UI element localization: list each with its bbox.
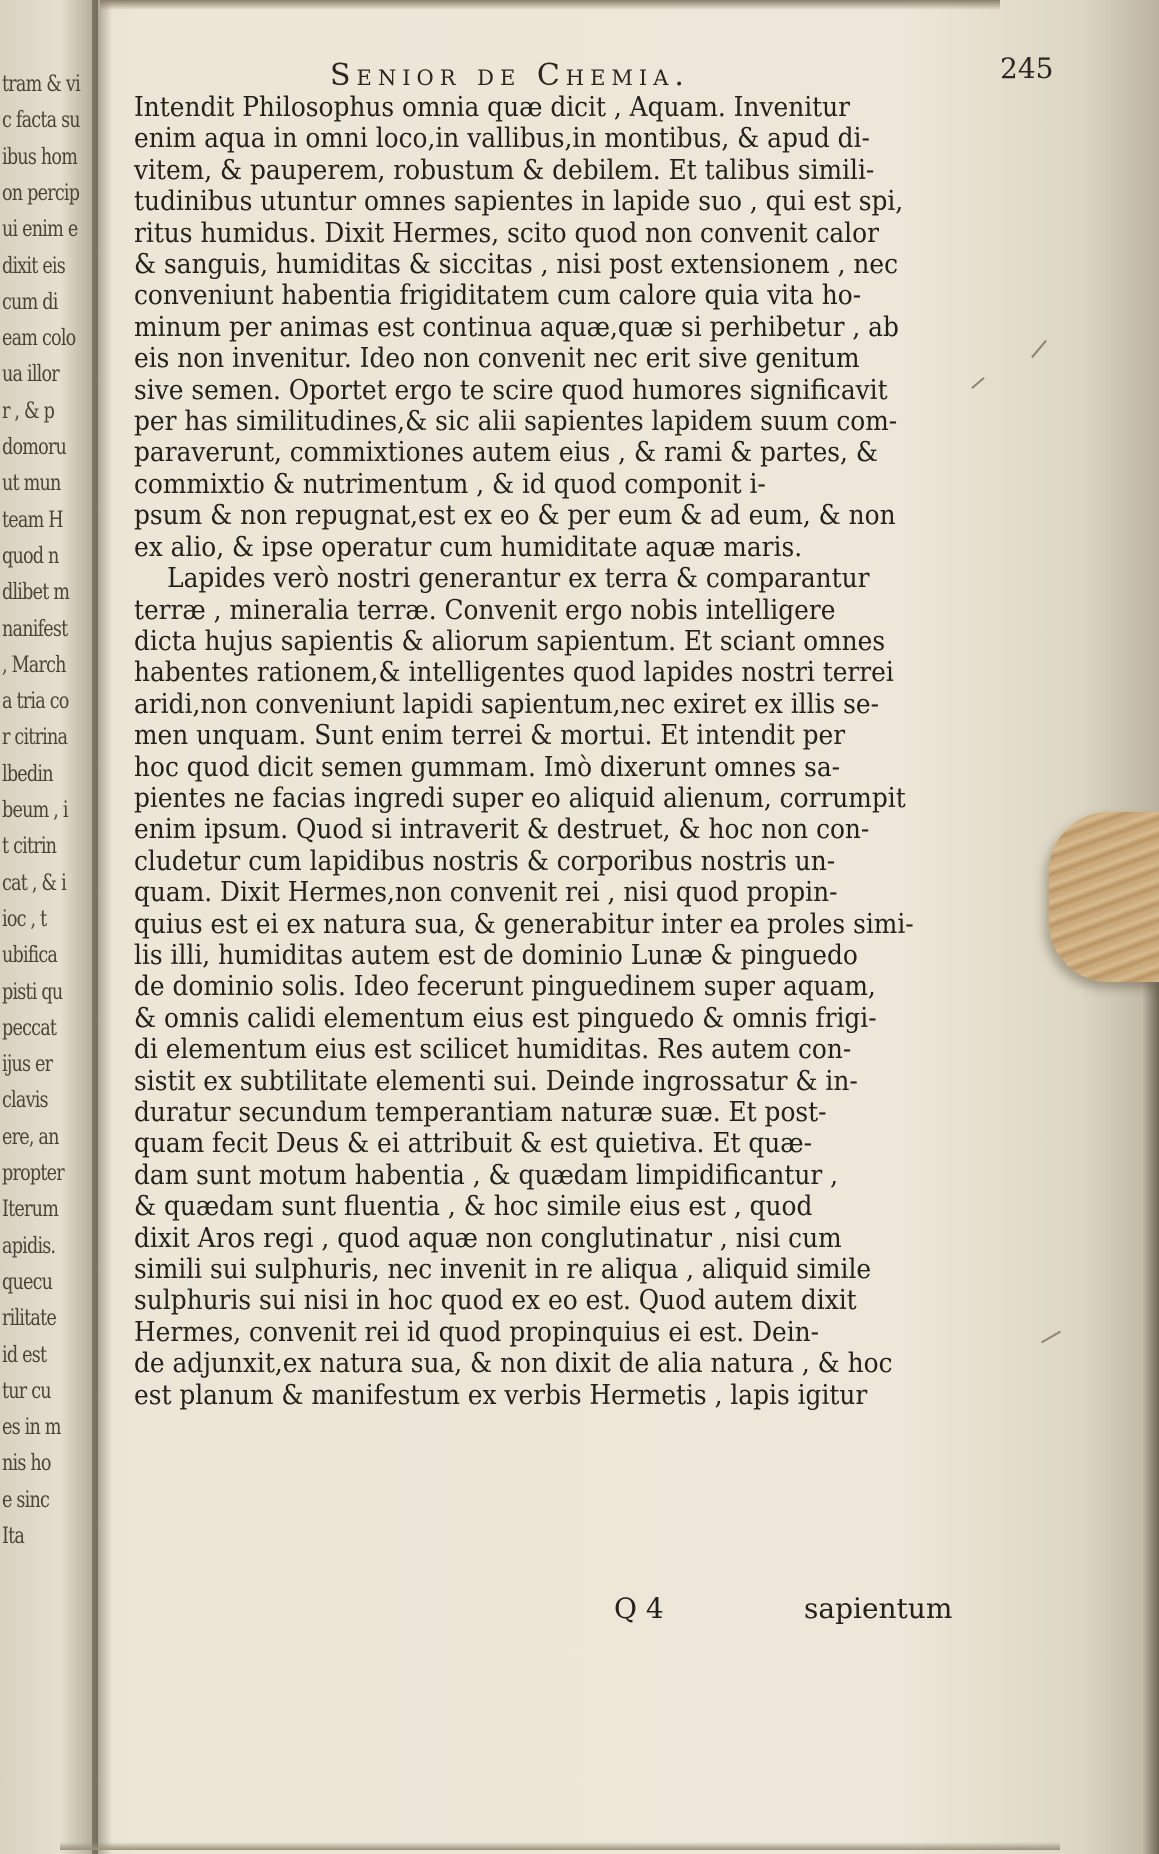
left-page-fragment: rilitate	[2, 1306, 56, 1332]
left-page-fragment: on percip	[2, 180, 80, 206]
text-line: hoc quod dicit semen gummam. Imò dixerunt omnes sa-	[134, 751, 841, 783]
left-page-fragment: dixit eis	[2, 253, 65, 279]
left-page-fragment: r , & p	[2, 398, 55, 424]
text-line: aridi,non conveniunt lapidi sapientum,nec exiret ex illis se-	[134, 688, 879, 720]
left-page-fragment: cat , & i	[2, 870, 66, 896]
left-page-fragment: es in m	[2, 1415, 61, 1441]
adjacent-left-page-fragments	[0, 0, 98, 1854]
text-line: Intendit Philosophus omnia quæ dicit , Aquam. Invenitur	[134, 92, 851, 123]
text-line: est planum & manifestum ex verbis Hermetis , lapis igitur	[134, 1379, 868, 1411]
left-page-fragment: quod n	[2, 543, 59, 569]
left-page-fragment: c facta su	[2, 108, 80, 134]
text-line: per has similitudines,& sic alii sapientes lapidem suum com-	[134, 406, 898, 438]
left-page-fragment: ijus er	[2, 1052, 53, 1078]
text-line: paraverunt, commixtiones autem eius , & rami & partes, &	[134, 437, 878, 469]
text-line: quam fecit Deus & ei attribuit & est quietiva. Et quæ-	[134, 1128, 812, 1160]
text-line: de adjunxit,ex natura sua, & non dixit de alia natura , & hoc	[134, 1348, 893, 1380]
left-page-fragment: apidis.	[2, 1233, 56, 1259]
text-line: cludetur cum lapidibus nostris & corporibus nostris un-	[134, 845, 836, 877]
left-page-fragment: cum di	[2, 289, 58, 315]
left-page-fragment: peccat	[2, 1015, 57, 1041]
left-page-fragment: pisti qu	[2, 979, 63, 1005]
text-line: dixit Aros regi , quod aquæ non conglutinatur , nisi cum	[134, 1222, 842, 1254]
text-line: pientes ne facias ingredi super eo aliquid alienum, corrumpit	[134, 782, 906, 814]
signature-mark: Q 4	[614, 1592, 664, 1625]
running-head: Senior de Chemia.	[330, 58, 690, 93]
left-page-fragment: ere, an	[2, 1124, 59, 1150]
text-line: terræ , mineralia terræ. Convenit ergo nobis intelligere	[134, 594, 836, 626]
left-page-fragment: tram & vi	[2, 72, 80, 97]
left-page-fragment: ua illor	[2, 362, 59, 388]
text-line: vitem, & pauperem, robustum & debilem. Et talibus simili-	[134, 154, 875, 186]
text-line: Hermes, convenit rei id quod propinquius ei est. Dein-	[134, 1316, 820, 1348]
text-line: men unquam. Sunt enim terrei & mortui. Et intendit per	[134, 720, 846, 752]
text-line: Lapides verò nostri generantur ex terra & comparantur	[167, 563, 870, 595]
left-page-fragment: dlibet m	[2, 580, 70, 606]
left-page-fragment: quecu	[2, 1269, 53, 1295]
left-page-fragment: t citrin	[2, 834, 57, 860]
text-line: sive semen. Oportet ergo te scire quod humores significavit	[134, 374, 888, 406]
left-page-fragment: nis ho	[2, 1451, 51, 1477]
bottom-edge-shadow	[60, 1842, 1060, 1850]
right-page-edge	[1141, 980, 1159, 1854]
text-line: enim aqua in omni loco,in vallibus,in montibus, & apud di-	[134, 123, 870, 155]
text-line: sistit ex subtilitate elementi sui. Deinde ingrossatur & in-	[134, 1065, 858, 1097]
left-page-fragment: a tria co	[2, 689, 69, 715]
text-line: & sanguis, humiditas & siccitas , nisi post extensionem , nec	[134, 249, 899, 281]
text-line: dam sunt motum habentia , & quædam limpidificantur ,	[134, 1159, 839, 1191]
text-line: eis non invenitur. Ideo non convenit nec erit sive genitum	[134, 343, 860, 375]
text-line: di elementum eius est scilicet humiditas. Res autem con-	[134, 1034, 852, 1066]
text-line: habentes rationem,& intelligentes quod lapides nostri terrei	[134, 657, 894, 689]
left-page-fragment: Ita	[2, 1524, 25, 1549]
left-page-fragment: Iterum	[2, 1197, 59, 1223]
text-line: & quædam sunt fluentia , & hoc simile eius est , quod	[134, 1191, 813, 1223]
text-line: conveniunt habentia frigiditatem cum calore quia vita ho-	[134, 280, 862, 312]
left-page-fragment: lbedin	[2, 761, 53, 787]
text-line: tudinibus utuntur omnes sapientes in lapide suo , qui est spi,	[134, 186, 904, 218]
text-line: minum per animas est continua aquæ,quæ si perhibetur , ab	[134, 311, 899, 343]
left-page-fragment: , March	[2, 652, 66, 678]
left-page-fragment: ut mun	[2, 471, 61, 497]
left-page-fragment: ibus hom	[2, 144, 78, 170]
left-page-fragment: e sinc	[2, 1487, 50, 1513]
text-line: enim ipsum. Quod si intraverit & destruet, & hoc non con-	[134, 814, 870, 846]
left-page-fragment: beum , i	[2, 798, 68, 823]
left-page-fragment: r citrina	[2, 725, 68, 751]
left-page-fragment: eam colo	[2, 326, 76, 352]
body-text	[134, 92, 974, 1411]
left-page-fragment: ui enim e	[2, 217, 78, 243]
left-page-fragment: id est	[2, 1342, 47, 1368]
text-line: & omnis calidi elementum eius est pinguedo & omnis frigi-	[134, 1002, 877, 1034]
binding-gutter	[92, 0, 112, 1854]
text-line: dicta hujus sapientis & aliorum sapientum. Et sciant omnes	[134, 625, 886, 657]
text-line: simili sui sulphuris, nec invenit in re aliqua , aliquid simile	[134, 1254, 872, 1286]
text-line: quius est ei ex natura sua, & generabitur inter ea proles simi-	[134, 908, 914, 940]
text-line: quam. Dixit Hermes,non convenit rei , nisi quod propin-	[134, 877, 838, 909]
text-line: sulphuris sui nisi in hoc quod ex eo est. Quod autem dixit	[134, 1285, 857, 1317]
left-page-fragment: clavis	[2, 1088, 48, 1114]
page-number: 245	[1000, 52, 1054, 85]
wooden-book-weight	[1049, 812, 1159, 982]
text-line: ritus humidus. Dixit Hermes, scito quod non convenit calor	[134, 217, 879, 249]
text-line: duratur secundum temperantiam naturæ suæ. Et post-	[134, 1097, 827, 1128]
left-page-fragment: ioc , t	[2, 906, 47, 932]
left-page-fragment: nanifest	[2, 616, 68, 642]
left-page-fragment: ubifica	[2, 943, 58, 969]
catchword: sapientum	[804, 1592, 953, 1625]
top-edge-shadow	[100, 0, 1000, 10]
left-page-fragment: tur cu	[2, 1378, 51, 1404]
text-line: commixtio & nutrimentum , & id quod componit i-	[134, 468, 766, 500]
text-line: de dominio solis. Ideo fecerunt pinguedinem super aquam,	[134, 971, 876, 1003]
text-line: lis illi, humiditas autem est de dominio Lunæ & pinguedo	[134, 939, 858, 971]
left-page-fragment: domoru	[2, 435, 67, 460]
text-line: ex alio, & ipse operatur cum humiditate aquæ maris.	[134, 531, 803, 563]
left-page-fragment: propter	[2, 1161, 64, 1186]
left-page-fragment: team H	[2, 507, 63, 533]
text-line: psum & non repugnat,est ex eo & per eum & ad eum, & non	[134, 500, 896, 532]
